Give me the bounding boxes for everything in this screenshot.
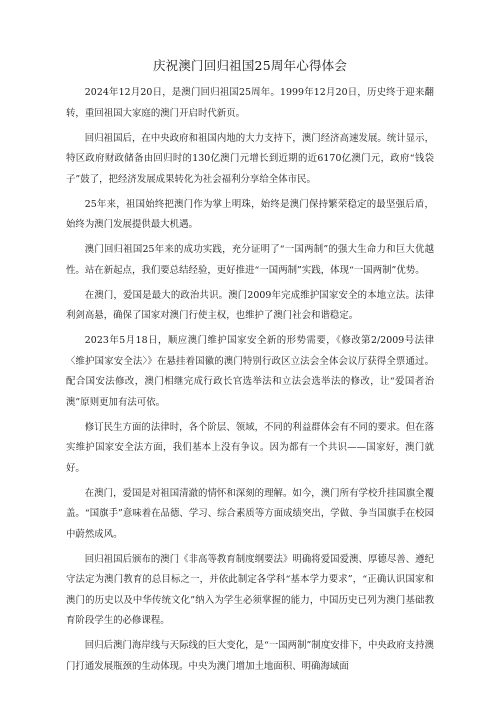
paragraph: 在澳门，爱国是最大的政治共识。澳门2009年完成维护国家安全的本地立法。法律利剑高悬，确保了国家对澳门行使主权，也维护了澳门社会和谐稳定。 bbox=[66, 289, 434, 321]
paragraph: 回归后澳门海岸线与天际线的巨大变化，是“一国两制”制度安排下，中央政府支持澳门打通发展瓶颈的生动体现。中央为澳门增加土地面积、明确海域面 bbox=[66, 640, 434, 672]
paragraph: 在澳门，爱国是对祖国清澈的情怀和深刻的理解。如今，澳门所有学校升挂国旗全覆盖。“国旗手”意味着在品德、学习、综合素质等方面成绩突出，学做、争当国旗手在校园中蔚然成风。 bbox=[66, 487, 434, 540]
paragraph: 回归祖国后，在中央政府和祖国内地的大力支持下，澳门经济高速发展。统计显示，特区政府财政储备由回归时的130亿澳门元增长到近期的近6170亿澳门元，政府“钱袋子”鼓了，把经济发展成果转化为社会福利分享给全体市民。 bbox=[66, 132, 434, 185]
paragraph: 回归祖国后颁布的澳门《非高等教育制度纲要法》明确将爱国爱澳、厚德尽善、遵纪守法定为澳门教育的总目标之一，并依此制定各学科“基本学力要求”，“正确认识国家和澳门的历史以及中华传统文化”纳入为学生必须掌握的能力，中国历史已列为澳门基础教育阶段学生的必修课程。 bbox=[66, 553, 434, 626]
paragraph: 2024年12月20日，是澳门回归祖国25周年。1999年12月20日，历史终于迎来翻转，重回祖国大家庭的澳门开启时代新页。 bbox=[66, 87, 434, 119]
paragraph: 25年来，祖国始终把澳门作为掌上明珠，始终是澳门保持繁荣稳定的最坚强后盾，始终为澳门发展提供最大机遇。 bbox=[66, 198, 434, 230]
paragraph: 澳门回归祖国25年来的成功实践，充分证明了“一国两制”的强大生命力和巨大优越性。站在新起点，我们要总结经验，更好推进“一国两制”实践，体现“一国两制”优势。 bbox=[66, 244, 434, 276]
paragraph: 修订民生方面的法律时，各个阶层、领域，不同的利益群体会有不同的要求。但在落实维护国家安全法方面，我们基本上没有争议。因为都有一个共识——国家好，澳门就好。 bbox=[66, 421, 434, 474]
paragraph: 2023年5月18日，顺应澳门维护国家安全新的形势需要，《修改第2/2009号法律〈维护国家安全法〉》在悬挂着国徽的澳门特别行政区立法会全体会议厅获得全票通过。配合国安法修改，澳门相继完成行政长官选举法和立法会选举法的修改，让“爱国者治澳”原则更加有法可依。 bbox=[66, 335, 434, 408]
document-title: 庆祝澳门回归祖国25周年心得体会 bbox=[152, 58, 348, 73]
